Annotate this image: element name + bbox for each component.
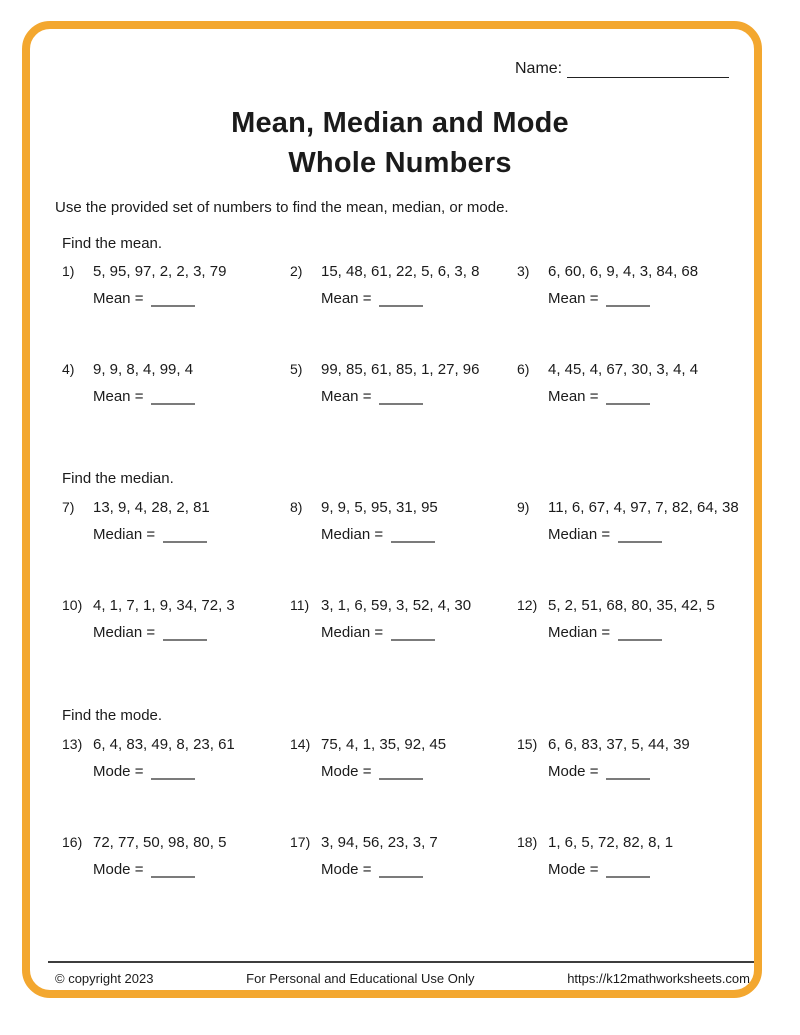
name-label: Name: bbox=[515, 60, 563, 77]
section-heading-median: Find the median. bbox=[62, 470, 174, 487]
answer-blank-11[interactable] bbox=[391, 625, 435, 641]
problem-values: 72, 77, 50, 98, 80, 5 bbox=[93, 834, 227, 851]
section-heading-mean: Find the mean. bbox=[62, 235, 163, 252]
answer-label: Median = bbox=[93, 624, 156, 641]
problem-number: 4) bbox=[62, 361, 75, 377]
problem-number: 13) bbox=[62, 736, 83, 752]
problem-values: 5, 2, 51, 68, 80, 35, 42, 5 bbox=[548, 597, 715, 614]
answer-label: Mode = bbox=[321, 763, 372, 780]
answer-label: Mean = bbox=[321, 388, 372, 405]
problem-values: 4, 1, 7, 1, 9, 34, 72, 3 bbox=[93, 597, 235, 614]
problem-13 bbox=[62, 736, 235, 780]
answer-blank-7[interactable] bbox=[163, 527, 207, 543]
problem-14 bbox=[290, 736, 446, 780]
answer-blank-3[interactable] bbox=[606, 291, 650, 307]
problem-1 bbox=[62, 263, 226, 307]
problem-number: 2) bbox=[290, 263, 303, 279]
problem-11 bbox=[290, 597, 471, 641]
problem-number: 7) bbox=[62, 499, 75, 515]
answer-label: Median = bbox=[321, 624, 384, 641]
problem-number: 6) bbox=[517, 361, 530, 377]
answer-label: Median = bbox=[93, 526, 156, 543]
problem-values: 6, 60, 6, 9, 4, 3, 84, 68 bbox=[548, 263, 699, 280]
answer-blank-14[interactable] bbox=[379, 764, 423, 780]
problem-number: 16) bbox=[62, 834, 83, 850]
problem-number: 8) bbox=[290, 499, 303, 515]
problem-5 bbox=[290, 361, 479, 405]
footer-divider bbox=[48, 961, 754, 963]
answer-label: Mean = bbox=[93, 388, 144, 405]
problem-2 bbox=[290, 263, 479, 307]
problem-18 bbox=[517, 834, 673, 878]
problem-10 bbox=[62, 597, 235, 641]
answer-label: Median = bbox=[548, 624, 611, 641]
problem-values: 6, 6, 83, 37, 5, 44, 39 bbox=[548, 736, 690, 753]
footer-usage-note: For Personal and Educational Use Only bbox=[246, 971, 475, 986]
problem-values: 99, 85, 61, 85, 1, 27, 96 bbox=[321, 361, 480, 378]
answer-label: Mode = bbox=[548, 861, 599, 878]
answer-blank-5[interactable] bbox=[379, 389, 423, 405]
answer-label: Mode = bbox=[93, 861, 144, 878]
problem-number: 14) bbox=[290, 736, 311, 752]
answer-blank-10[interactable] bbox=[163, 625, 207, 641]
answer-blank-6[interactable] bbox=[606, 389, 650, 405]
problem-4 bbox=[62, 361, 195, 405]
problem-values: 75, 4, 1, 35, 92, 45 bbox=[321, 736, 447, 753]
problem-values: 9, 9, 8, 4, 99, 4 bbox=[93, 361, 194, 378]
answer-label: Mean = bbox=[93, 290, 144, 307]
problem-number: 18) bbox=[517, 834, 538, 850]
problem-number: 17) bbox=[290, 834, 311, 850]
answer-blank-16[interactable] bbox=[151, 862, 195, 878]
problem-number: 9) bbox=[517, 499, 530, 515]
worksheet-title bbox=[0, 103, 800, 183]
problem-values: 6, 4, 83, 49, 8, 23, 61 bbox=[93, 736, 235, 753]
problem-values: 9, 9, 5, 95, 31, 95 bbox=[321, 499, 438, 516]
problem-number: 11) bbox=[290, 597, 310, 613]
answer-blank-13[interactable] bbox=[151, 764, 195, 780]
problem-9 bbox=[517, 499, 739, 543]
answer-label: Median = bbox=[548, 526, 611, 543]
answer-blank-12[interactable] bbox=[618, 625, 662, 641]
problem-values: 5, 95, 97, 2, 2, 3, 79 bbox=[93, 263, 227, 280]
title-line-2: Whole Numbers bbox=[288, 147, 512, 179]
answer-blank-18[interactable] bbox=[606, 862, 650, 878]
problem-3 bbox=[517, 263, 698, 307]
problem-16 bbox=[62, 834, 226, 878]
problem-15 bbox=[517, 736, 690, 780]
name-blank[interactable] bbox=[567, 60, 729, 78]
problem-8 bbox=[290, 499, 438, 543]
answer-blank-2[interactable] bbox=[379, 291, 423, 307]
answer-label: Mean = bbox=[321, 290, 372, 307]
problem-values: 15, 48, 61, 22, 5, 6, 3, 8 bbox=[321, 263, 480, 280]
title-line-1: Mean, Median and Mode bbox=[231, 107, 569, 139]
problem-values: 4, 45, 4, 67, 30, 3, 4, 4 bbox=[548, 361, 699, 378]
footer bbox=[55, 971, 750, 986]
answer-blank-1[interactable] bbox=[151, 291, 195, 307]
problem-number: 3) bbox=[517, 263, 530, 279]
answer-label: Mean = bbox=[548, 388, 599, 405]
problem-values: 13, 9, 4, 28, 2, 81 bbox=[93, 499, 210, 516]
name-row bbox=[515, 60, 729, 78]
problem-17 bbox=[290, 834, 438, 878]
problem-number: 12) bbox=[517, 597, 538, 613]
section-heading-mode: Find the mode. bbox=[62, 707, 163, 724]
answer-blank-8[interactable] bbox=[391, 527, 435, 543]
answer-blank-15[interactable] bbox=[606, 764, 650, 780]
answer-label: Mode = bbox=[321, 861, 372, 878]
problem-12 bbox=[517, 597, 715, 641]
footer-url: https://k12mathworksheets.com bbox=[567, 971, 750, 986]
answer-blank-17[interactable] bbox=[379, 862, 423, 878]
answer-blank-9[interactable] bbox=[618, 527, 662, 543]
problem-number: 5) bbox=[290, 361, 303, 377]
problem-6 bbox=[517, 361, 698, 405]
problem-values: 3, 94, 56, 23, 3, 7 bbox=[321, 834, 438, 851]
answer-label: Mode = bbox=[548, 763, 599, 780]
footer-copyright: © copyright 2023 bbox=[55, 971, 154, 986]
problem-values: 1, 6, 5, 72, 82, 8, 1 bbox=[548, 834, 674, 851]
problem-number: 15) bbox=[517, 736, 538, 752]
problem-values: 3, 1, 6, 59, 3, 52, 4, 30 bbox=[321, 597, 472, 614]
problem-7 bbox=[62, 499, 210, 543]
problem-values: 11, 6, 67, 4, 97, 7, 82, 64, 38 bbox=[548, 499, 739, 516]
answer-blank-4[interactable] bbox=[151, 389, 195, 405]
problem-number: 1) bbox=[62, 263, 75, 279]
answer-label: Mode = bbox=[93, 763, 144, 780]
problem-number: 10) bbox=[62, 597, 83, 613]
answer-label: Mean = bbox=[548, 290, 599, 307]
answer-label: Median = bbox=[321, 526, 384, 543]
instruction-text: Use the provided set of numbers to find the mean, median, or mode. bbox=[55, 199, 509, 216]
